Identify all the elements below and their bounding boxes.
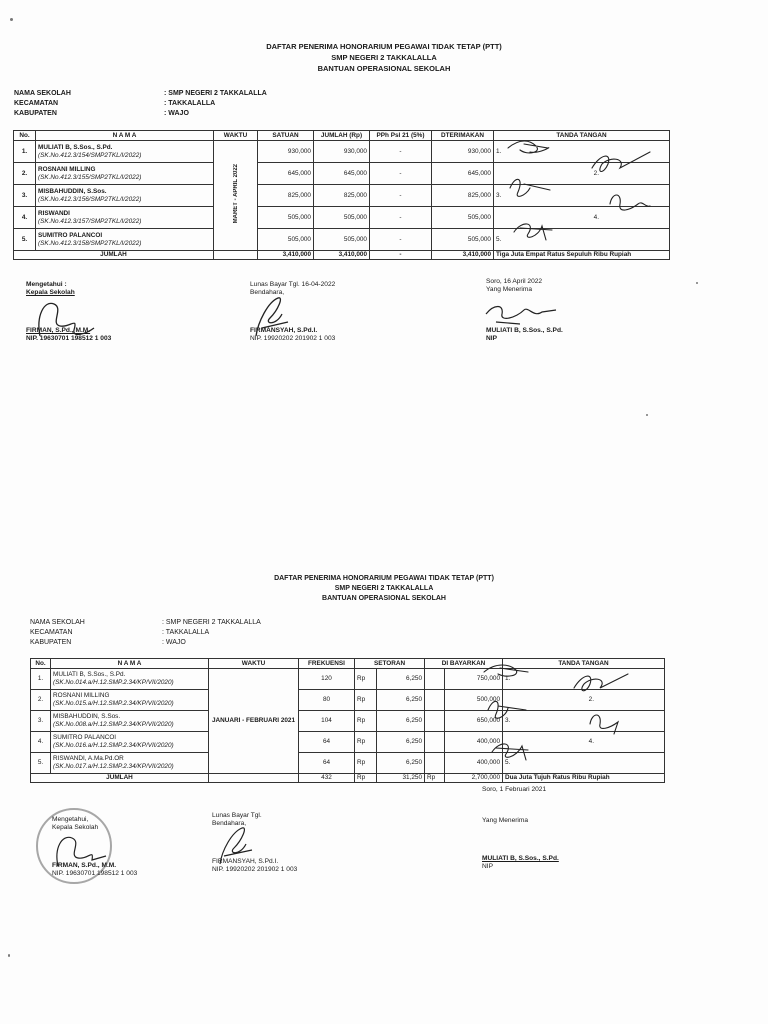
table-row: 3. MISBAHUDDIN, S.Sos. (SK.No.412.3/156/SMP2TKL/I/2022) 825,000 825,000 - 825,000 3. [14,185,670,207]
table-row: 2. ROSNANI MILLING (SK.No.412.3/155/SMP2TKL/I/2022) 645,000 645,000 - 645,000 2. [14,163,670,185]
doc1-info-district: KECAMATAN : TAKKALALLA [14,100,216,107]
doc1-recipient-signature [480,296,560,330]
doc1-total-words: Tiga Juta Empat Ratus Sepuluh Ribu Rupiah [494,251,670,260]
doc1-treasurer-name: FIRMANSYAH, S.Pd.I. [250,327,318,334]
doc1-treasurer-block: Lunas Bayar Tgl. 16-04-2022 Bendahara, FIRMANSYAH, S.Pd.I. NIP. 19920202 201902 1 003 [250,281,336,342]
doc2-treasurer-name: FIRMANSYAH, S.Pd.I. [212,858,279,865]
doc2-title-line-2: SMP NEGERI 2 TAKKALALLA [334,585,434,592]
doc1-info-school: NAMA SEKOLAH : SMP NEGERI 2 TAKKALALLA [14,90,267,97]
doc2-info-regency: KABUPATEN : WAJO [30,639,186,646]
doc1-period: MARET - APRIL 2022 [232,164,239,224]
doc1-title-line-3: BANTUAN OPERASIONAL SEKOLAH [317,64,451,73]
doc2-info-district: KECAMATAN : TAKKALALLA [30,629,210,636]
doc2-recipient-block: Yang Menerima MULIATI B, S.Sos., S.Pd. NIP [482,817,559,870]
doc2-period: JANUARI - FEBRUARI 2021 [209,669,299,774]
table-row: 3. MISBAHUDDIN, S.Sos. (SK.No.008.a/H.12.SMP.2.34/KP/VII/2020) 104 Rp 6,250 650,000 3. [31,711,665,732]
doc1-header-row: No. N A M A WAKTU SATUAN JUMLAH (Rp) PPh Psl 21 (5%) DTERIMAKAN TANDA TANGAN [14,131,670,141]
scan-speck [646,414,648,416]
doc1-headmaster-name: FIRMAN, S.Pd., M.M. [26,327,91,334]
doc1-treasurer-signature [248,292,298,340]
doc1-recipient-name: MULIATI B, S.Sos., S.Pd. [486,327,563,334]
doc1-headmaster-block: Mengetahui : Kepala Sekolah FIRMAN, S.Pd., M.M. NIP. 19630701 198512 1 003 [26,281,112,342]
doc2-header-row: No. N A M A WAKTU FREKUENSI SETORAN DI BAYARKAN TANDA TANGAN [31,659,665,669]
doc2-headmaster-name: FIRMAN, S.Pd., M.M. [52,862,117,869]
table-row: 2. ROSNANI MILLING (SK.No.015.a/H.12.SMP.2.34/KP/VII/2020) 80 Rp 6,250 500,000 2. [31,690,665,711]
doc2-info-school: NAMA SEKOLAH : SMP NEGERI 2 TAKKALALLA [30,619,261,626]
doc1-headmaster-signature [30,296,100,344]
doc2-total-words: Dua Juta Tujuh Ratus Ribu Rupiah [503,774,665,783]
doc2-row-signatures [478,660,638,772]
doc2-title-line-1: DAFTAR PENERIMA HONORARIUM PEGAWAI TIDAK TETAP (PTT) [274,575,494,582]
scan-speck [10,18,13,21]
doc1-recipient-block: Soro, 16 April 2022 Yang Menerima MULIATI B, S.Sos., S.Pd. NIP [486,278,563,342]
doc1-total-row: JUMLAH 3,410,000 3,410,000 - 3,410,000 Tiga Juta Empat Ratus Sepuluh Ribu Rupiah [14,251,670,260]
doc1-info-regency: KABUPATEN : WAJO [14,110,189,117]
table-row: 1. MULIATI B, S.Sos., S.Pd. (SK.No.412.3/154/SMP2TKL/I/2022) MARET - APRIL 2022 930,000 930,000 - 930,000 1. [14,141,670,163]
doc2-headmaster-block: Mengetahui, Kepala Sekolah FIRMAN, S.Pd., M.M. NIP. 19630701 198512 1 003 [52,816,138,877]
doc2-date: Soro, 1 Februari 2021 [482,786,547,793]
scan-speck [8,954,10,957]
table-row: 5. SUMITRO PALANCOI (SK.No.412.3/158/SMP2TKL/I/2022) 505,000 505,000 - 505,000 5. [14,229,670,251]
doc1-title-line-1: DAFTAR PENERIMA HONORARIUM PEGAWAI TIDAK TETAP (PTT) [266,42,502,51]
doc1-row-signatures [500,134,660,264]
doc2-title-line-3: BANTUAN OPERASIONAL SEKOLAH [322,595,446,602]
doc2-headmaster-signature [50,830,110,874]
doc2-treasurer-signature [212,824,262,868]
doc1-title-line-2: SMP NEGERI 2 TAKKALALLA [331,53,437,62]
table-row: 4. RISWANDI (SK.No.412.3/157/SMP2TKL/I/2022) 505,000 505,000 - 505,000 4. [14,207,670,229]
doc2-treasurer-block: Lunas Bayar Tgl. Bendahara, FIRMANSYAH, S.Pd.I. NIP. 19920202 201902 1 003 [212,812,298,873]
table-row: 4. SUMITRO PALANCOI (SK.No.016.a/H.12.SMP.2.34/KP/VII/2020) 64 Rp 6,250 400,000 4. [31,732,665,753]
table-row: 1. MULIATI B, S.Sos., S.Pd. (SK.No.014.a/H.12.SMP.2.34/KP/VII/2020) JANUARI - FEBRUARI 2021 120 Rp 6,250 750,000 1. [31,669,665,690]
doc2-recipient-name: MULIATI B, S.Sos., S.Pd. [482,855,559,862]
scan-speck [696,282,698,284]
table-row: 5. RISWANDI, A.Ma.Pd.OR (SK.No.017.a/H.12.SMP.2.34/KP/VII/2020) 64 Rp 6,250 400,000 5. [31,753,665,774]
doc2-total-row: JUMLAH 432 Rp 31,250 Rp 2,700,000 Dua Juta Tujuh Ratus Ribu Rupiah [31,774,665,783]
